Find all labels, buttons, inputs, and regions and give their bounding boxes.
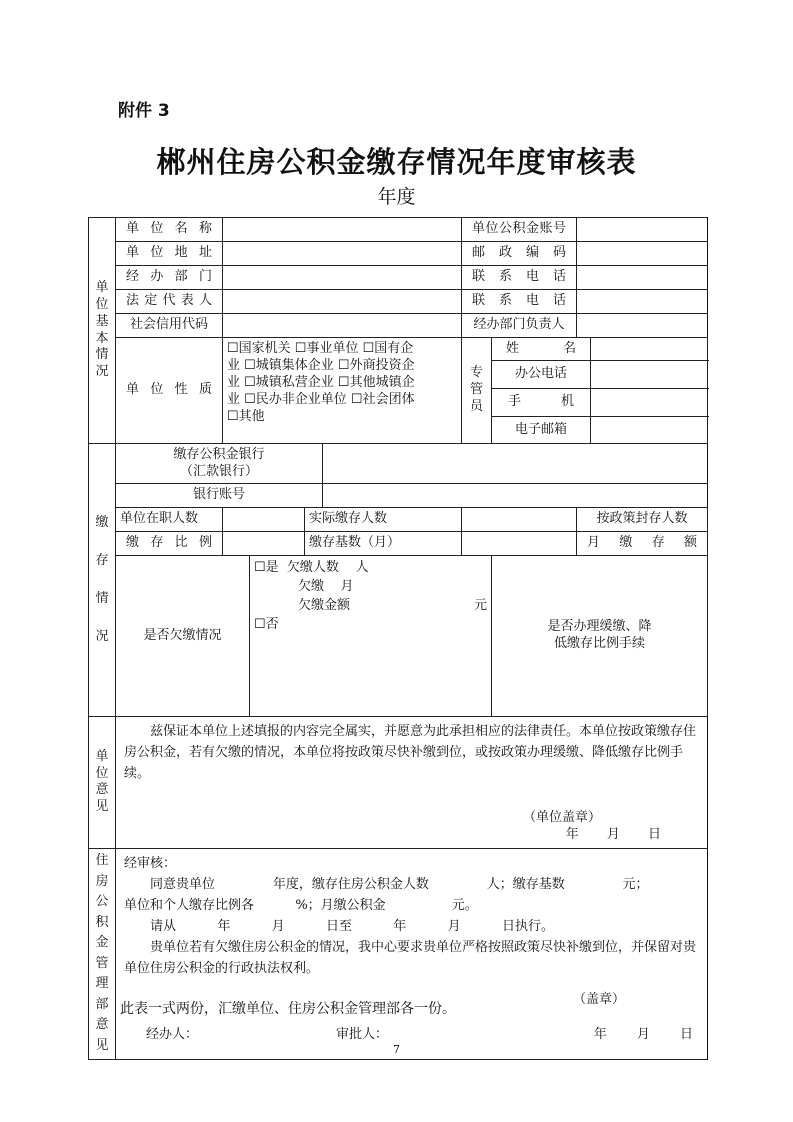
dept-head-label: 经办部门负责人	[462, 314, 577, 338]
bank-account-label: 银行账号	[116, 484, 323, 508]
deposit-base-label: 缴存基数（月）	[305, 532, 462, 556]
fund-account-label: 单位公积金账号	[462, 218, 577, 242]
postal-code-label: 邮 政 编 码	[462, 242, 577, 266]
deposit-base-field[interactable]	[462, 532, 577, 556]
page-title: 郴州住房公积金缴存情况年度审核表	[156, 145, 637, 179]
fund-account-field[interactable]	[577, 218, 708, 242]
contact-phone-2-field[interactable]	[577, 290, 708, 314]
section-deposit-side: 缴 存 情 况	[89, 444, 116, 717]
legal-rep-label: 法定代表人	[116, 290, 223, 314]
legal-rep-field[interactable]	[223, 290, 462, 314]
employees-field[interactable]	[223, 508, 305, 532]
arrears-options[interactable]: ☐是 欠缴人数 人 欠缴 月 欠缴金额 元 ☐否	[250, 556, 492, 717]
staff-side: 专 管 员	[462, 338, 492, 444]
credit-code-label: 社会信用代码	[116, 314, 223, 338]
unit-nature-options[interactable]: ☐国家机关 ☐事业单位 ☐国有企 业 ☐城镇集体企业 ☐外商投资企 业 ☐城镇私营企业 ☐其他城镇企 业 ☐民办非企业单位 ☐社会团体 ☐其他	[223, 338, 462, 444]
attachment-label: 附件 3	[118, 101, 170, 121]
year-label: 年度	[377, 186, 416, 208]
handling-dept-field[interactable]	[223, 266, 462, 290]
office-phone-label: 办公电话	[492, 361, 591, 389]
unit-opinion-cell[interactable]: 兹保证本单位上述填报的内容完全属实，并愿意为此承担相应的法律责任。本单位按政策缴存住房公积金，若有欠缴的情况，本单位将按政策尽快补缴到位，或按政策办理缓缴、降低缴存比例手续。 （单位盖章） 年 月 日	[116, 717, 708, 849]
contact-phone-2-label: 联 系 电 话	[462, 290, 577, 314]
unit-name-label: 单 位 名 称	[116, 218, 223, 242]
deposit-bank-field[interactable]	[323, 444, 708, 484]
contact-phone-label: 联 系 电 话	[462, 266, 577, 290]
monthly-amount-label: 月 缴 存 额	[577, 532, 708, 556]
deposit-ratio-field[interactable]	[223, 532, 305, 556]
review-opinion-cell[interactable]: 经审核： 同意贵单位 年度，缴存住房公积金人数 人；缴存基数 元； 单位和个人缴存比例各 %；月缴公积金 元。 请从 年 月 日至 年 月 日执行。 贵单位若有欠缴住房公积金的情况，我中心要求贵单位严格按照政策尽快补缴到位，并保留对贵单位住房公积金的行政执法权利。 （盖章） 经办人： 审批人： 年 月 日	[116, 848, 708, 1059]
unit-nature-label: 单 位 性 质	[116, 338, 223, 444]
office-phone-field[interactable]	[591, 361, 708, 389]
mobile-label: 手 机	[492, 389, 591, 417]
section-opinion-side: 单 位 意 见	[89, 717, 116, 849]
arrears-label: 是否欠缴情况	[116, 556, 250, 717]
postal-code-field[interactable]	[577, 242, 708, 266]
section-review-side: 住 房 公 积 金 管 理 部 意 见	[89, 848, 116, 1059]
unit-address-field[interactable]	[223, 242, 462, 266]
page-number: 7	[393, 1043, 400, 1056]
staff-name-label: 姓 名	[492, 338, 591, 361]
deposit-bank-label: 缴存公积金银行 （汇款银行）	[116, 444, 323, 484]
footer-note: 此表一式两份，汇缴单位、住房公积金管理部各一份。	[120, 1001, 456, 1017]
staff-name-field[interactable]	[591, 338, 708, 361]
contact-phone-field[interactable]	[577, 266, 708, 290]
dept-head-field[interactable]	[577, 314, 708, 338]
sealed-label: 按政策封存人数	[577, 508, 708, 532]
mobile-field[interactable]	[591, 389, 708, 417]
deposit-ratio-label: 缴 存 比 例	[116, 532, 223, 556]
credit-code-field[interactable]	[223, 314, 462, 338]
defer-label: 是否办理缓缴、降 低缴存比例手续	[492, 556, 708, 717]
bank-account-field[interactable]	[323, 484, 708, 508]
handling-dept-label: 经 办 部 门	[116, 266, 223, 290]
unit-address-label: 单 位 地 址	[116, 242, 223, 266]
section-basic-side: 单 位 基 本 情 况	[89, 218, 116, 444]
audit-form-table	[88, 217, 708, 1060]
employees-label: 单位在职人数	[116, 508, 223, 532]
actual-depositors-field[interactable]	[462, 508, 577, 532]
email-label: 电子邮箱	[492, 417, 591, 444]
email-field[interactable]	[591, 417, 708, 444]
actual-depositors-label: 实际缴存人数	[305, 508, 462, 532]
unit-name-field[interactable]	[223, 218, 462, 242]
